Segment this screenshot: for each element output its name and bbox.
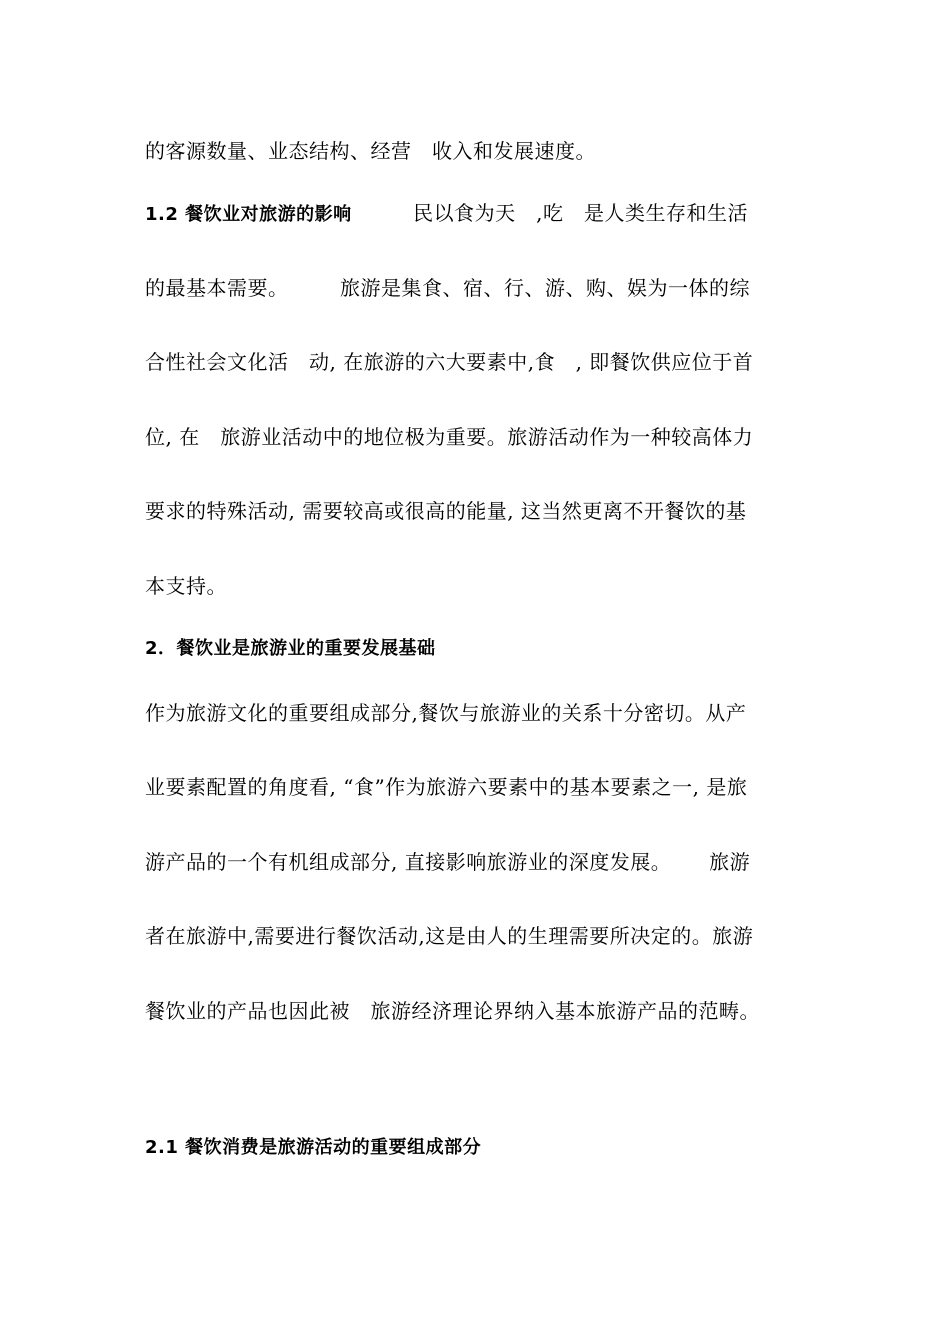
paragraph-line: 的最基本需要。 旅游是集食、宿、行、游、购、娱为一体的综 <box>145 276 750 300</box>
paragraph-line: 业要素配置的角度看, “食”作为旅游六要素中的基本要素之一, 是旅 <box>145 775 748 799</box>
paragraph-line: 餐饮业的产品也因此被 旅游经济理论界纳入基本旅游产品的范畴。 <box>145 999 760 1023</box>
paragraph-line: 合性社会文化活 动, 在旅游的六大要素中,食 , 即餐饮供应位于首 <box>145 350 754 374</box>
paragraph-line: 游产品的一个有机组成部分, 直接影响旅游业的深度发展。 旅游 <box>145 850 751 874</box>
paragraph-line: 者在旅游中,需要进行餐饮活动,这是由人的生理需要所决定的。旅游 <box>145 924 754 948</box>
paragraph-line: 位, 在 旅游业活动中的地位极为重要。旅游活动作为一种较高体力 <box>145 425 754 449</box>
section-1-2-line <box>145 201 748 227</box>
paragraph-line: 的客源数量、业态结构、经营 收入和发展速度。 <box>145 139 596 163</box>
section-2-1-heading: 2.1 餐饮消费是旅游活动的重要组成部分 <box>145 1137 482 1158</box>
section-1-2-heading: 1.2 餐饮业对旅游的影响 <box>145 204 352 225</box>
section-2-heading: 2．餐饮业是旅游业的重要发展基础 <box>145 638 436 659</box>
section-1-2-text: 民以食为天 ,吃 是人类生存和生活 <box>351 201 749 225</box>
paragraph-line: 本支持。 <box>145 574 227 598</box>
paragraph-line: 作为旅游文化的重要组成部分,餐饮与旅游业的关系十分密切。从产 <box>145 701 747 725</box>
paragraph-line: 要求的特殊活动, 需要较高或很高的能量, 这当然更离不开餐饮的基 <box>145 499 747 523</box>
